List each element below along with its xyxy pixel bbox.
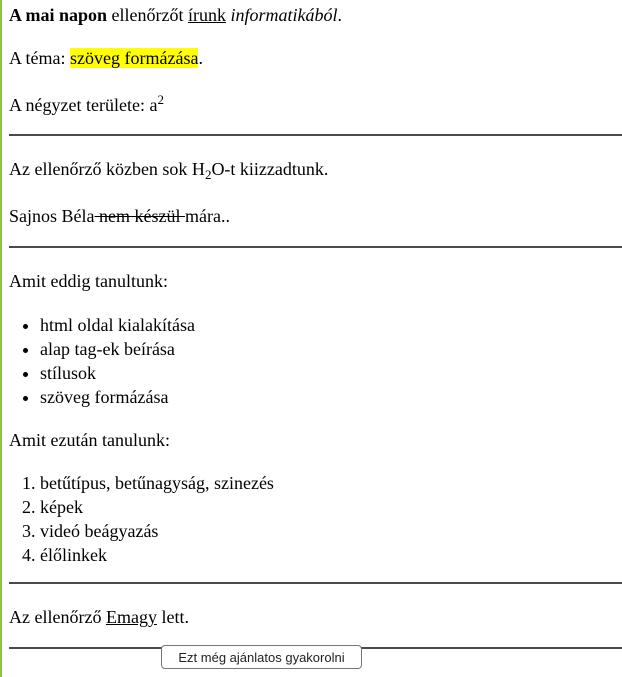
tolearn-heading: Amit ezután tanulunk: [9,430,170,450]
horizontal-rule-1 [9,134,622,136]
list-item: 4. élőlinkek [40,543,274,567]
underlined-text: írunk [188,5,227,25]
area-line: A négyzet területe: $a^2$ [9,92,164,115]
intro-line: A mai napon ellenőrzőt írunk informatikából. [9,5,343,25]
list-item: • html oldal kialakítása [40,313,195,337]
horizontal-rule-3 [9,582,622,584]
highlighted-text: szöveg formázása [70,48,199,68]
left-accent-bar [0,0,2,677]
tolearn-list [9,471,274,567]
list-item: 2. képek [40,495,274,519]
strikethrough-text: nem készül [94,206,185,226]
water-line: Az ellenőrző közben sok $H_2O-t$ kiizzadtunk. [9,159,329,182]
italic-text: informatikából [230,5,338,25]
subscript: 2 [204,167,212,182]
superscript: 2 [157,92,164,107]
learned-heading: Amit eddig tanultunk: [9,271,168,291]
result-line: Az ellenőrző Emagy lett. [9,607,189,627]
list-item: 1. betűtípus, betűnagyság, szinezés [40,471,274,495]
bold-text: A mai napon [9,5,108,25]
learned-list [9,313,195,409]
list-item: • stílusok [40,361,195,385]
horizontal-rule-2 [9,246,622,248]
list-item: • szöveg formázása [40,385,195,409]
list-item: • alap tag-ek beírása [40,337,195,361]
topic-line: A téma: szöveg formázása. [9,48,203,68]
list-item: 3. videó beágyazás [40,519,274,543]
tooltip: Ezt még ajánlatos gyakorolni [161,645,362,669]
underlined-grade[interactable]: Emagy [105,607,157,627]
bela-line: Sajnos Béla nem készül mára.. [9,206,230,226]
